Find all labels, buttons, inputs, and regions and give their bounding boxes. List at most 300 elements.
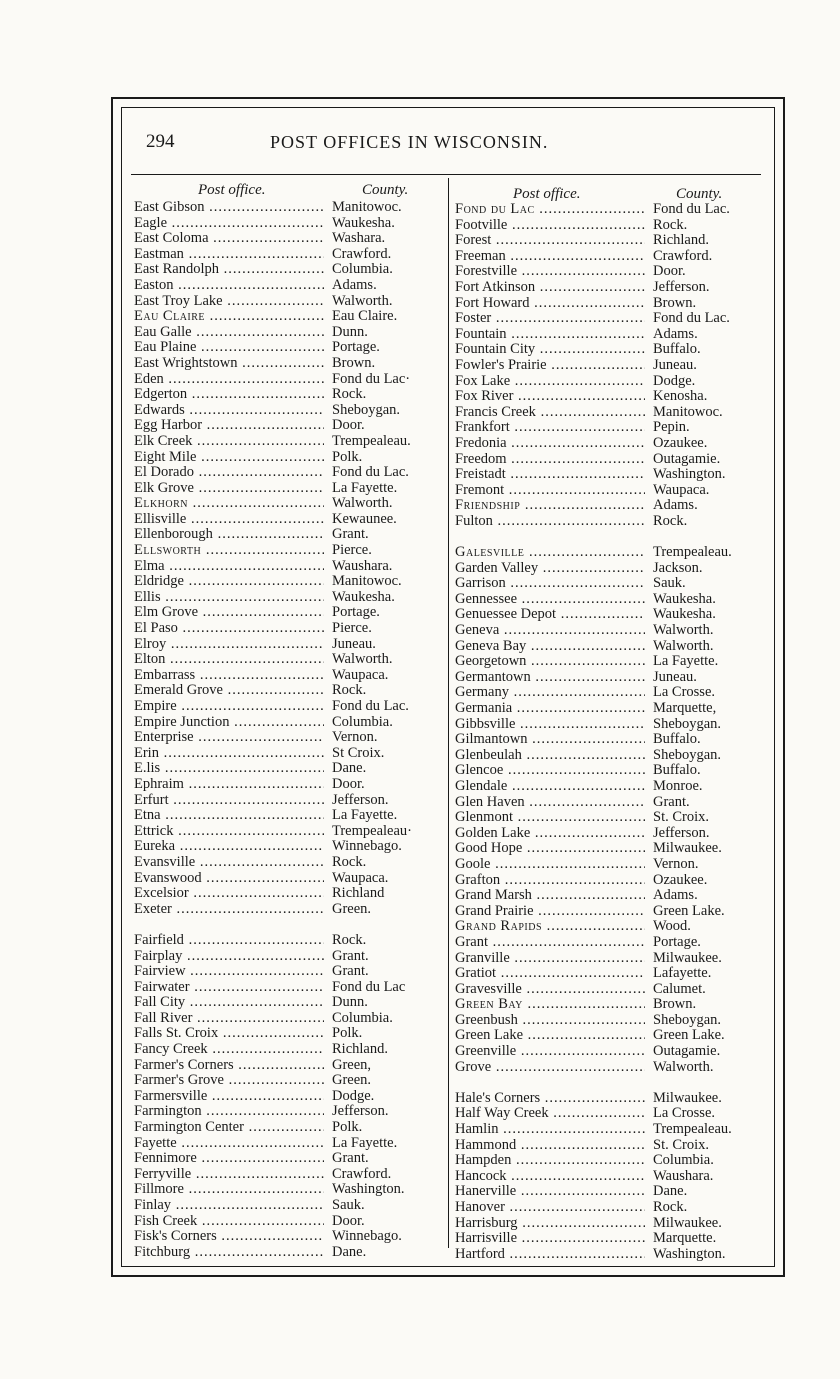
county-name: Portage. <box>332 604 380 621</box>
county-name: Fond du Lac. <box>332 464 409 481</box>
county-name: Sauk. <box>653 575 686 592</box>
county-name: Sheboygan. <box>332 401 401 418</box>
county-name: Marquette. <box>653 1230 717 1247</box>
county-name: Calumet. <box>653 980 706 997</box>
list-item <box>134 839 434 855</box>
county-name: Winnebago. <box>332 838 402 855</box>
list-item <box>455 1200 755 1216</box>
county-name: Dane. <box>332 1243 367 1260</box>
post-office-name: Ellenborough ..... <box>134 527 324 543</box>
post-office-name: Elm Grove ..... <box>134 605 324 621</box>
list-item <box>455 748 755 764</box>
list-item <box>134 356 434 372</box>
post-office-name: Farmington Center ..... <box>134 1120 324 1136</box>
list-item <box>455 639 755 655</box>
post-office-name: Garden Valley ..... <box>455 561 645 577</box>
county-name: Rock. <box>653 512 688 529</box>
county-name: Buffalo. <box>653 762 701 779</box>
county-name: Trempealeau. <box>332 432 411 449</box>
county-name: Jackson. <box>653 559 703 576</box>
county-name: Adams. <box>332 276 377 293</box>
list-item <box>455 311 755 327</box>
county-name: Washington. <box>332 1181 405 1198</box>
county-name: Polk. <box>332 448 363 465</box>
list-item <box>455 545 755 561</box>
list-item <box>134 1151 434 1167</box>
list-item <box>134 668 434 684</box>
list-item <box>134 1042 434 1058</box>
list-item <box>134 886 434 902</box>
list-item <box>455 951 755 967</box>
post-office-name: Glenmont ..... <box>455 810 645 826</box>
section-gap <box>455 529 755 545</box>
list-item <box>134 247 434 263</box>
list-item <box>455 982 755 998</box>
list-item <box>134 637 434 653</box>
post-office-name: East Randolph ..... <box>134 262 324 278</box>
list-item <box>455 327 755 343</box>
list-item <box>455 483 755 499</box>
post-office-name: Half Way Creek ..... <box>455 1106 645 1122</box>
county-name: Sheboygan. <box>653 746 722 763</box>
county-name: Green, <box>332 1056 372 1073</box>
list-item <box>455 1247 755 1263</box>
right-county-heading: County. <box>676 186 723 202</box>
county-name: Fond du Lac <box>332 978 406 995</box>
list-item <box>455 436 755 452</box>
list-item <box>134 964 434 980</box>
list-item <box>455 1091 755 1107</box>
list-item <box>134 340 434 356</box>
post-office-name: Fitchburg ..... <box>134 1245 324 1261</box>
post-office-name: East Troy Lake ..... <box>134 294 324 310</box>
list-item <box>134 1245 434 1261</box>
county-name: Door. <box>653 263 686 280</box>
post-office-name: Freeman ..... <box>455 249 645 265</box>
county-name: Ozaukee. <box>653 434 708 451</box>
list-item <box>134 434 434 450</box>
county-name: Columbia. <box>332 261 393 278</box>
county-name: Grant. <box>332 1150 369 1167</box>
post-office-name: Grafton ..... <box>455 873 645 889</box>
list-item <box>455 763 755 779</box>
post-office-name: Grant ..... <box>455 935 645 951</box>
post-office-name: Geneva Bay ..... <box>455 639 645 655</box>
county-name: Waukesha. <box>332 588 395 605</box>
county-name: Grant. <box>332 947 369 964</box>
county-name: Jefferson. <box>653 278 710 295</box>
post-office-name: Fennimore ..... <box>134 1151 324 1167</box>
list-item <box>455 1138 755 1154</box>
county-name: Dane. <box>653 1183 688 1200</box>
list-item <box>455 795 755 811</box>
list-item <box>134 699 434 715</box>
list-item <box>134 278 434 294</box>
list-item <box>134 481 434 497</box>
post-office-name: Eden ..... <box>134 372 324 388</box>
post-office-name: Fall City ..... <box>134 995 324 1011</box>
county-name: Portage. <box>332 339 380 356</box>
county-name: Walworth. <box>653 1058 714 1075</box>
county-name: Dunn. <box>332 323 368 340</box>
list-item <box>455 607 755 623</box>
post-office-name: Fowler's Prairie ..... <box>455 358 645 374</box>
county-name: Outagamie. <box>653 1043 721 1060</box>
list-item <box>134 824 434 840</box>
county-name: Lafayette. <box>653 965 712 982</box>
list-item <box>455 623 755 639</box>
list-item <box>455 1122 755 1138</box>
post-office-name: Gratiot ..... <box>455 966 645 982</box>
post-office-name: Georgetown ..... <box>455 654 645 670</box>
list-item <box>455 358 755 374</box>
county-name: Trempealeau· <box>332 822 412 839</box>
county-name: Sheboygan. <box>653 715 722 732</box>
list-item <box>455 997 755 1013</box>
county-name: Juneau. <box>332 635 376 652</box>
post-office-name: Freistadt ..... <box>455 467 645 483</box>
county-name: Winnebago. <box>332 1228 402 1245</box>
post-office-name: Ellis ..... <box>134 590 324 606</box>
list-item <box>134 262 434 278</box>
post-office-name: Fort Howard ..... <box>455 296 645 312</box>
list-item <box>134 527 434 543</box>
list-item <box>134 605 434 621</box>
county-name: Waupaca. <box>332 666 389 683</box>
county-name: Kenosha. <box>653 388 708 405</box>
post-office-name: Glen Haven ..... <box>455 795 645 811</box>
list-item <box>455 1106 755 1122</box>
list-item <box>134 450 434 466</box>
post-office-name: Eastman ..... <box>134 247 324 263</box>
list-item <box>134 777 434 793</box>
county-name: Rock. <box>332 853 367 870</box>
post-office-name: Eureka ..... <box>134 839 324 855</box>
county-name: Rock. <box>653 1199 688 1215</box>
list-item <box>455 467 755 483</box>
list-item <box>455 405 755 421</box>
list-item <box>134 403 434 419</box>
county-name: Jefferson. <box>332 1103 389 1120</box>
post-office-name: Gilmantown ..... <box>455 732 645 748</box>
county-name: Manitowoc. <box>653 403 723 420</box>
county-name: Polk. <box>332 1119 363 1136</box>
county-name: St. Croix. <box>653 809 709 826</box>
list-item <box>455 1231 755 1247</box>
county-name: Juneau. <box>653 356 697 373</box>
list-item <box>134 746 434 762</box>
post-office-name: Hartford ..... <box>455 1247 645 1263</box>
list-item <box>134 1058 434 1074</box>
post-office-name: Francis Creek ..... <box>455 405 645 421</box>
post-office-name: East Gibson ..... <box>134 200 324 216</box>
list-item <box>134 1182 434 1198</box>
post-office-name: Fairview ..... <box>134 964 324 980</box>
list-item <box>134 1120 434 1136</box>
post-office-name: Germania ..... <box>455 701 645 717</box>
list-item <box>455 857 755 873</box>
post-office-name: Freedom ..... <box>455 452 645 468</box>
list-item <box>134 465 434 481</box>
header-rule <box>131 174 761 175</box>
post-office-name: Fairfield ..... <box>134 933 324 949</box>
list-item <box>455 202 755 218</box>
post-office-name: Fredonia ..... <box>455 436 645 452</box>
list-item <box>134 621 434 637</box>
post-office-name: Embarrass ..... <box>134 668 324 684</box>
county-name: Green. <box>332 900 372 917</box>
post-office-name: Empire ..... <box>134 699 324 715</box>
post-office-name: Ferryville ..... <box>134 1167 324 1183</box>
post-office-name: Hanover ..... <box>455 1200 645 1216</box>
county-name: Grant. <box>653 793 690 810</box>
list-item <box>134 543 434 559</box>
post-office-name: Hamlin ..... <box>455 1122 645 1138</box>
post-office-name: Ellisville ..... <box>134 512 324 528</box>
list-item <box>134 1073 434 1089</box>
list-item <box>455 498 755 514</box>
county-name: St. Croix. <box>653 1136 709 1153</box>
list-item <box>134 590 434 606</box>
county-name: Fond du Lac. <box>653 310 730 327</box>
county-name: Richland <box>332 885 385 902</box>
post-office-name: Grand Prairie ..... <box>455 904 645 920</box>
post-office-name: Farmington ..... <box>134 1104 324 1120</box>
county-name: Manitowoc. <box>332 573 402 590</box>
list-item <box>134 715 434 731</box>
county-name: Sheboygan. <box>653 1011 722 1028</box>
county-name: Columbia. <box>653 1152 714 1169</box>
list-item <box>455 904 755 920</box>
post-office-name: Ellsworth ..... <box>134 543 324 559</box>
list-item <box>134 496 434 512</box>
post-office-name: Farmer's Corners ..... <box>134 1058 324 1074</box>
post-office-name: Fountain ..... <box>455 327 645 343</box>
county-name: Pepin. <box>653 419 690 436</box>
post-office-name: Fox River ..... <box>455 389 645 405</box>
list-item <box>455 561 755 577</box>
list-item <box>455 249 755 265</box>
county-name: Buffalo. <box>653 731 701 748</box>
post-office-name: Finlay ..... <box>134 1198 324 1214</box>
county-name: La Fayette. <box>332 1134 398 1151</box>
post-office-name: Gibbsville ..... <box>455 717 645 733</box>
county-name: Washington. <box>653 1245 726 1262</box>
list-item <box>134 793 434 809</box>
county-name: Grant. <box>332 526 369 543</box>
post-office-name: Germany ..... <box>455 685 645 701</box>
county-name: Waupaca. <box>332 869 389 886</box>
county-name: Fond du Lac. <box>332 698 409 714</box>
county-name: Portage. <box>653 933 701 950</box>
post-office-name: Eldridge ..... <box>134 574 324 590</box>
list-item <box>455 1013 755 1029</box>
county-name: Walworth. <box>332 495 393 512</box>
list-item <box>455 779 755 795</box>
list-item <box>455 1044 755 1060</box>
left-county-heading: County. <box>362 182 409 198</box>
post-office-name: Genuessee Depot ..... <box>455 607 645 623</box>
list-item <box>455 966 755 982</box>
post-office-name: El Paso ..... <box>134 621 324 637</box>
list-item <box>134 387 434 403</box>
county-name: Richland. <box>653 232 709 249</box>
county-name: Waukesha. <box>653 606 716 623</box>
post-office-name: Fillmore ..... <box>134 1182 324 1198</box>
post-office-name: Eagle ..... <box>134 216 324 232</box>
county-name: La Crosse. <box>653 1105 716 1122</box>
post-office-name: Geneva ..... <box>455 623 645 639</box>
county-name: Milwaukee. <box>653 1214 722 1231</box>
list-item <box>455 218 755 234</box>
county-name: Green Lake. <box>653 1027 725 1044</box>
county-name: Monroe. <box>653 777 703 794</box>
county-name: Walworth. <box>653 622 714 639</box>
list-item <box>134 855 434 871</box>
post-office-name: Green Bay ..... <box>455 997 645 1013</box>
post-office-name: Elton ..... <box>134 652 324 668</box>
post-office-name: Germantown ..... <box>455 670 645 686</box>
list-item <box>134 1167 434 1183</box>
list-item <box>455 420 755 436</box>
county-name: Washington. <box>653 466 726 483</box>
list-item <box>134 418 434 434</box>
list-item <box>455 888 755 904</box>
county-name: Buffalo. <box>653 341 701 358</box>
list-item <box>455 389 755 405</box>
list-item <box>455 717 755 733</box>
county-name: Crawford. <box>332 245 392 262</box>
county-name: Dodge. <box>332 1087 375 1104</box>
post-office-name: Glencoe ..... <box>455 763 645 779</box>
post-office-name: Gravesville ..... <box>455 982 645 998</box>
county-name: Outagamie. <box>653 450 721 467</box>
list-item <box>134 949 434 965</box>
list-item <box>455 826 755 842</box>
list-item <box>455 452 755 468</box>
post-office-name: Evansville ..... <box>134 855 324 871</box>
county-name: Vernon. <box>332 729 378 746</box>
list-item <box>455 1028 755 1044</box>
county-name: Pierce. <box>332 620 372 637</box>
county-name: Door. <box>332 775 365 792</box>
county-name: Kewaunee. <box>332 510 397 527</box>
county-name: Dunn. <box>332 994 368 1011</box>
county-name: Walworth. <box>653 637 714 654</box>
post-office-name: Good Hope ..... <box>455 841 645 857</box>
post-office-name: Fremont ..... <box>455 483 645 499</box>
county-name: Grant. <box>332 963 369 980</box>
list-item <box>455 810 755 826</box>
page-title: POST OFFICES IN WISCONSIN. <box>270 132 549 152</box>
county-name: La Crosse. <box>653 684 716 701</box>
county-name: Adams. <box>653 887 698 904</box>
county-name: Milwaukee. <box>653 1089 722 1106</box>
list-item <box>455 1060 755 1076</box>
post-office-name: East Wrightstown ..... <box>134 356 324 372</box>
county-name: St Croix. <box>332 744 385 761</box>
list-item <box>455 654 755 670</box>
post-office-name: Glendale ..... <box>455 779 645 795</box>
post-office-name: East Coloma ..... <box>134 231 324 247</box>
county-name: Pierce. <box>332 542 372 559</box>
list-item <box>134 871 434 887</box>
list-item <box>134 995 434 1011</box>
list-item <box>134 559 434 575</box>
post-office-name: Fayette ..... <box>134 1136 324 1152</box>
county-name: Milwaukee. <box>653 840 722 857</box>
county-name: Waukesha. <box>332 214 395 231</box>
county-name: Green Lake. <box>653 902 725 919</box>
post-office-name: Enterprise ..... <box>134 730 324 746</box>
county-name: Door. <box>332 417 365 434</box>
county-name: La Fayette. <box>653 653 719 670</box>
post-office-name: Eau Claire ..... <box>134 309 324 325</box>
post-office-name: Friendship ..... <box>455 498 645 514</box>
post-office-name: Eau Plaine ..... <box>134 340 324 356</box>
post-office-name: Fulton ..... <box>455 514 645 530</box>
county-name: Waupaca. <box>653 481 710 498</box>
post-office-name: Goole ..... <box>455 857 645 873</box>
post-office-name: Edgerton ..... <box>134 387 324 403</box>
post-office-name: E.lis ..... <box>134 761 324 777</box>
list-item <box>134 902 434 918</box>
list-item <box>455 841 755 857</box>
post-office-name: Ephraim ..... <box>134 777 324 793</box>
post-office-name: Grand Rapids ..... <box>455 919 645 935</box>
post-office-name: Emerald Grove ..... <box>134 683 324 699</box>
post-office-name: Falls St. Croix ..... <box>134 1026 324 1042</box>
list-item <box>134 1214 434 1230</box>
list-item <box>134 200 434 216</box>
post-office-name: Ettrick ..... <box>134 824 324 840</box>
county-name: Trempealeau. <box>653 544 732 561</box>
list-item <box>134 1198 434 1214</box>
post-office-name: Evanswood ..... <box>134 871 324 887</box>
county-name: Columbia. <box>332 713 393 730</box>
list-item <box>134 325 434 341</box>
post-office-name: Garrison ..... <box>455 576 645 592</box>
list-item <box>134 1089 434 1105</box>
county-name: Walworth. <box>332 651 393 668</box>
post-office-name: Greenbush ..... <box>455 1013 645 1029</box>
list-item <box>455 1216 755 1232</box>
county-name: Jefferson. <box>332 791 389 808</box>
list-item <box>134 730 434 746</box>
post-office-name: Empire Junction ..... <box>134 715 324 731</box>
county-name: La Fayette. <box>332 807 398 824</box>
post-office-name: Eau Galle ..... <box>134 325 324 341</box>
list-item <box>455 670 755 686</box>
post-office-name: Exeter ..... <box>134 902 324 918</box>
post-office-name: Etna ..... <box>134 808 324 824</box>
list-item <box>134 808 434 824</box>
county-name: Waukesha. <box>653 590 716 607</box>
county-name: Vernon. <box>653 855 699 872</box>
post-office-name: Hale's Corners ..... <box>455 1091 645 1107</box>
post-office-name: Fountain City ..... <box>455 342 645 358</box>
post-office-name: Foster ..... <box>455 311 645 327</box>
post-office-name: Granville ..... <box>455 951 645 967</box>
county-name: Brown. <box>653 996 697 1013</box>
county-name: Fond du Lac· <box>332 370 411 387</box>
county-name: Richland. <box>332 1041 388 1058</box>
list-item <box>134 1011 434 1027</box>
list-item <box>134 309 434 325</box>
county-name: Ozaukee. <box>653 871 708 888</box>
post-office-name: El Dorado ..... <box>134 465 324 481</box>
county-name: Rock. <box>332 386 367 403</box>
